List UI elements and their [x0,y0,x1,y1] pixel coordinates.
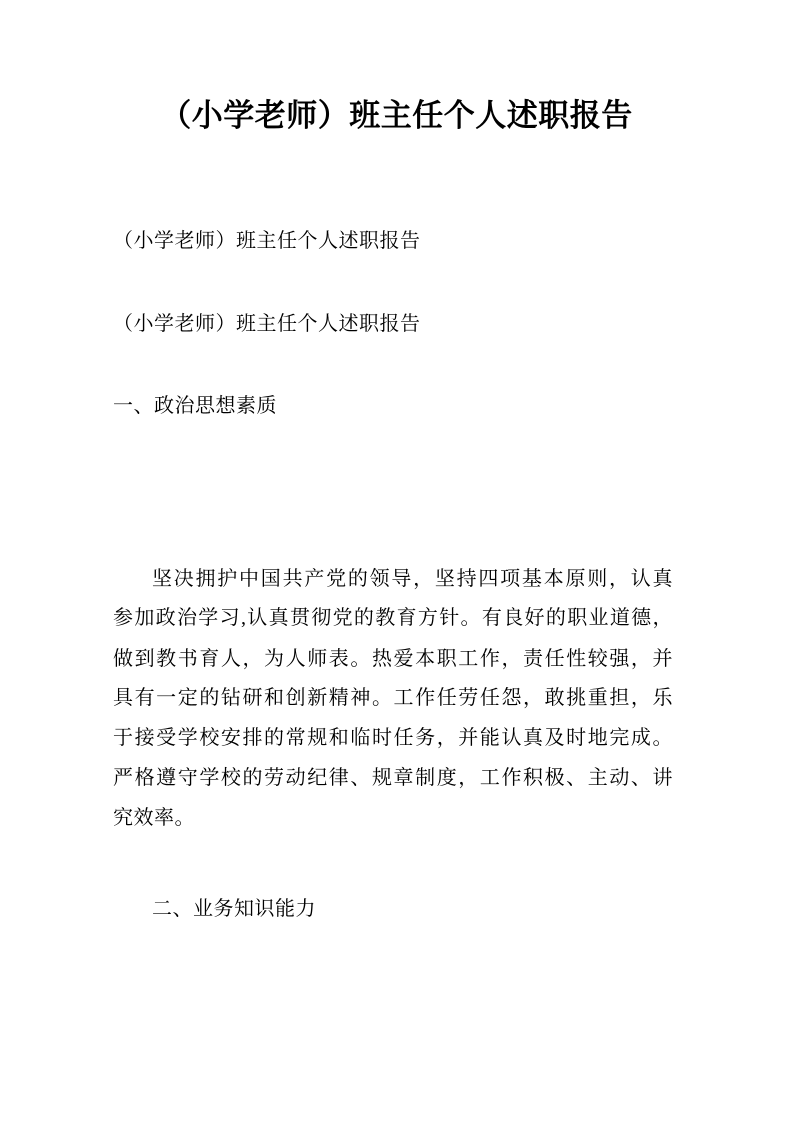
section-1-heading: 一、政治思想素质 [113,395,277,417]
subtitle-line-1: （小学老师）班主任个人述职报告 [113,230,421,252]
section-1-paragraph-line-7: 究效率。 [113,807,195,829]
section-2-heading: 二、业务知识能力 [152,898,316,920]
section-1-paragraph-line-6: 严格遵守学校的劳动纪律、规章制度，工作积极、主动、讲 [113,767,673,789]
section-1-paragraph-line-3: 做到教书育人，为人师表。热爱本职工作，责任性较强，并 [113,648,673,670]
section-1-paragraph-line-4: 具有一定的钻研和创新精神。工作任劳任怨，敢挑重担，乐 [113,687,673,709]
section-1-paragraph-line-1: 坚决拥护中国共产党的领导，坚持四项基本原则，认真 [152,568,673,590]
section-1-paragraph-line-2: 参加政治学习,认真贯彻党的教育方针。有良好的职业道德， [113,607,673,629]
section-1-paragraph-line-5: 于接受学校安排的常规和临时任务，并能认真及时地完成。 [113,727,673,749]
document-title: （小学老师）班主任个人述职报告 [160,98,633,133]
subtitle-line-2: （小学老师）班主任个人述职报告 [113,313,421,335]
